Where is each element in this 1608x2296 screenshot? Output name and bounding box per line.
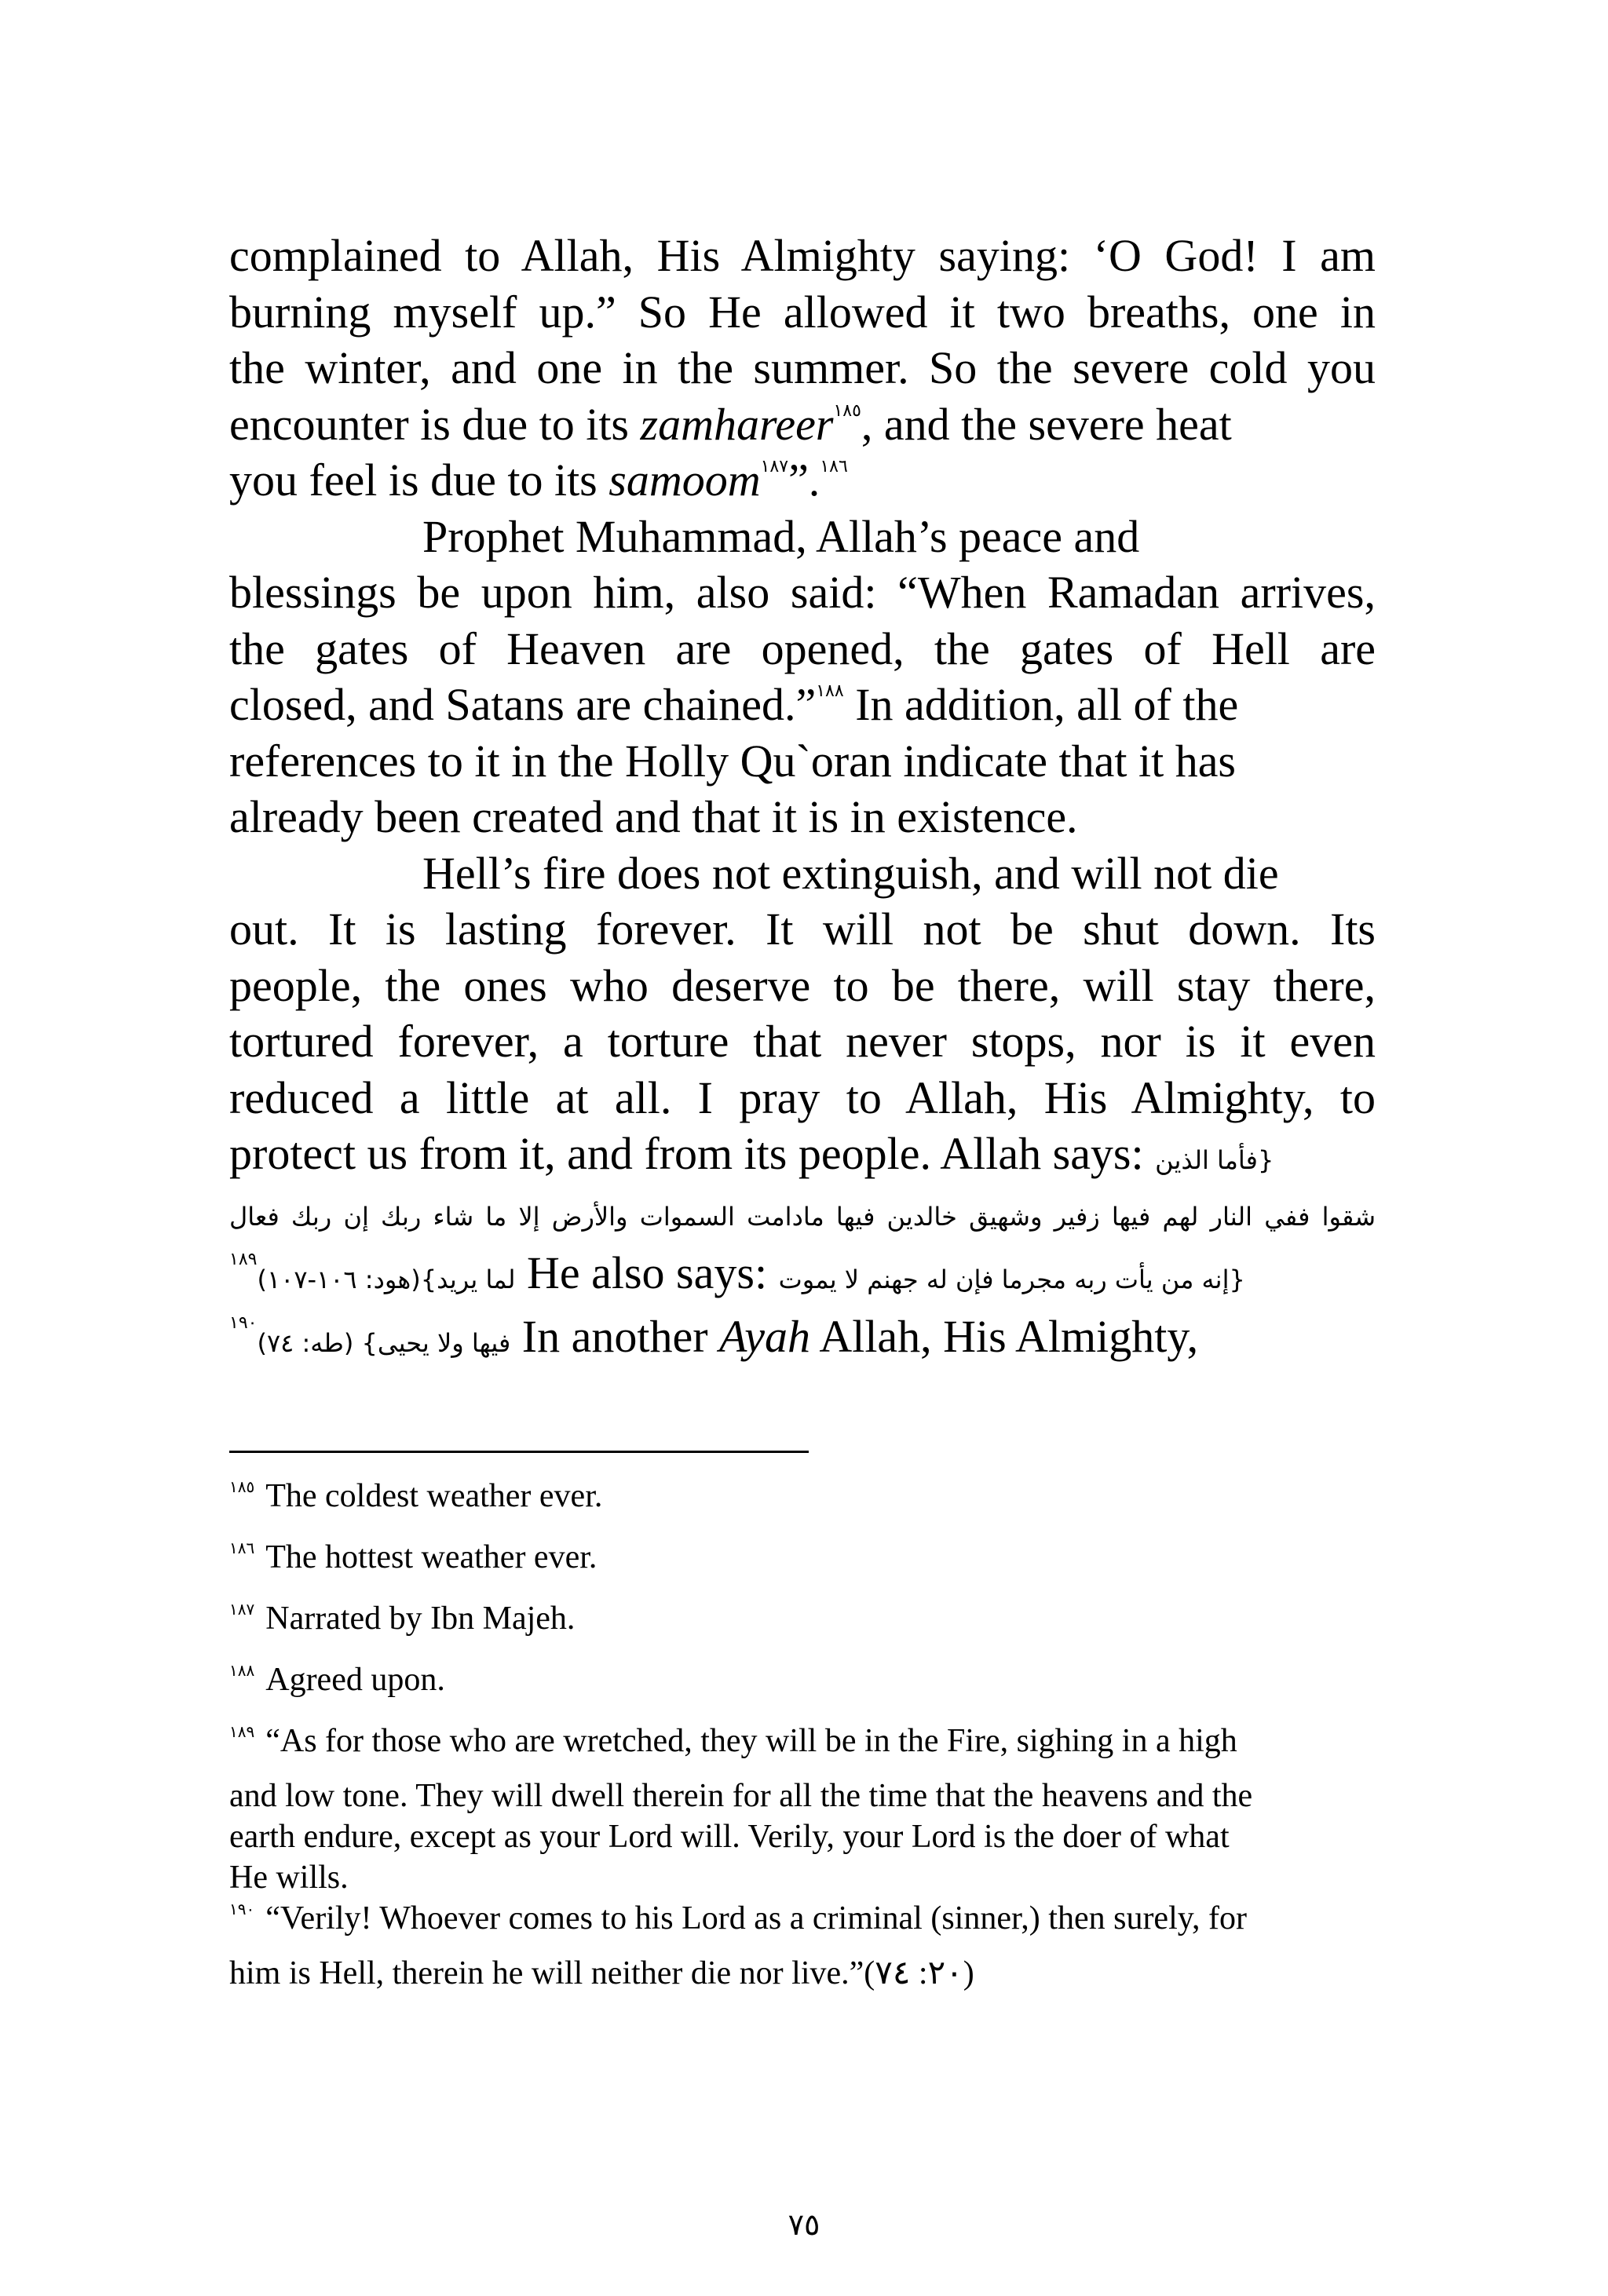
footnote-divider <box>229 1451 809 1453</box>
footnote-line: earth endure, except as your Lord will. Verily, your Lord is the doer of what <box>229 1819 1230 1855</box>
footnote-number: ١٨٦ <box>229 1540 255 1557</box>
arabic-quote: فيها ولا يحيى} (طه: ٧٤) <box>257 1327 511 1358</box>
footnote-text: The hottest weather ever. <box>265 1539 598 1575</box>
footnote-text: The coldest weather ever. <box>265 1478 603 1514</box>
footnote-line: him is Hell, therein he will neither die nor live.”(٢٠: ٧٤) <box>229 1955 974 1991</box>
text-line <box>229 1309 1376 1372</box>
footnote-line: He wills. <box>229 1860 349 1896</box>
text-line: tortured forever, a torture that never stops, nor is it even <box>229 1016 1376 1067</box>
text-line <box>229 452 1376 509</box>
footnote-text: “Verily! Whoever comes to his Lord as a criminal (sinner,) then surely, for <box>265 1900 1247 1936</box>
text-line: references to it in the Holly Qu`oran indicate that it has <box>229 735 1237 787</box>
footnote-marker: ١٨٩ <box>229 1249 258 1268</box>
text-line: the gates of Heaven are opened, the gates of Hell are <box>229 622 1376 674</box>
footnotes <box>229 1476 1376 1994</box>
main-text <box>229 228 1376 1371</box>
footnote-text: Agreed upon. <box>265 1662 445 1698</box>
text-segment: Allah, His Almighty, <box>810 1310 1199 1362</box>
text-segment: In another <box>510 1310 720 1362</box>
footnote-marker: ١٨٨ <box>816 681 844 700</box>
footnote-text: Narrated by Ibn Majeh. <box>265 1601 576 1637</box>
text-segment: He also says: <box>515 1247 779 1298</box>
arabic-quote-line: شقوا ففي النار لهم فيها زفير وشهيق خالدين فيها مادامت السموات والأرض إلا ما شاء ربك إن ربك فعال <box>229 1201 1376 1232</box>
text-line <box>229 1126 1376 1189</box>
text-line <box>229 677 1376 733</box>
footnote-marker: ١٩٠ <box>229 1312 258 1332</box>
footnote-189 <box>229 1721 1376 1761</box>
footnote-marker: ١٨٦ <box>820 456 848 476</box>
footnote-185 <box>229 1476 1376 1517</box>
text-segment: closed, and Satans are chained.” <box>229 679 817 730</box>
footnote-marker: ١٨٧ <box>760 456 789 476</box>
footnote-number: ١٩٠ <box>229 1901 255 1918</box>
footnote-190 <box>229 1898 1376 1939</box>
arabic-quote: {فأما الذين <box>1155 1145 1274 1175</box>
arabic-quote: لما يريد}(هود: ١٠٦-١٠٧) <box>257 1265 516 1294</box>
italic-term: Ayah <box>719 1310 811 1362</box>
text-line: people, the ones who deserve to be there, will stay there, <box>229 959 1376 1011</box>
text-line: reduced a little at all. I pray to Allah, His Almighty, to <box>229 1071 1376 1123</box>
text-segment: protect us from it, and from its people. Allah says: <box>229 1128 1156 1179</box>
page-number: ٧٥ <box>788 2207 820 2242</box>
footnote-188 <box>229 1659 1376 1700</box>
footnote-marker: ١٨٥ <box>833 400 861 420</box>
arabic-quote: {إنه من يأت ربه مجرما فإن له جهنم لا يموت <box>778 1265 1245 1294</box>
italic-term: zamhareer <box>640 398 834 450</box>
text-segment: .” <box>788 454 820 506</box>
text-line: burning myself up.” So He allowed it two breaths, one in <box>229 286 1376 338</box>
text-line: the winter, and one in the summer. So the severe cold you <box>229 342 1376 393</box>
footnote-186 <box>229 1537 1376 1578</box>
text-segment: , and the severe heat <box>861 398 1232 450</box>
text-line <box>229 396 1376 453</box>
text-line <box>229 1245 1376 1309</box>
text-line: blessings be upon him, also said: “When Ramadan arrives, <box>229 567 1376 618</box>
footnote-number: ١٨٩ <box>229 1724 255 1741</box>
footnote-number: ١٨٨ <box>229 1663 255 1680</box>
footnote-text: “As for those who are wretched, they will be in the Fire, sighing in a high <box>265 1723 1237 1759</box>
footnote-number: ١٨٥ <box>229 1479 255 1496</box>
footnote-line: and low tone. They will dwell therein for all the time that the heavens and the <box>229 1778 1253 1814</box>
text-line: Prophet Muhammad, Allah’s peace and <box>422 510 1140 562</box>
text-line: complained to Allah, His Almighty saying: ‘O God! I am <box>229 230 1376 281</box>
text-segment: you feel is due to its <box>229 454 609 506</box>
text-segment: encounter is due to its <box>229 398 641 450</box>
footnote-number: ١٨٧ <box>229 1601 255 1619</box>
text-line: out. It is lasting forever. It will not be shut down. Its <box>229 903 1376 955</box>
text-line: Hell’s fire does not extinguish, and will not die <box>422 847 1279 899</box>
text-line: already been created and that it is in existence. <box>229 791 1078 842</box>
text-segment: In addition, all of the <box>843 679 1239 730</box>
italic-term: samoom <box>608 454 761 506</box>
footnote-187 <box>229 1598 1376 1639</box>
